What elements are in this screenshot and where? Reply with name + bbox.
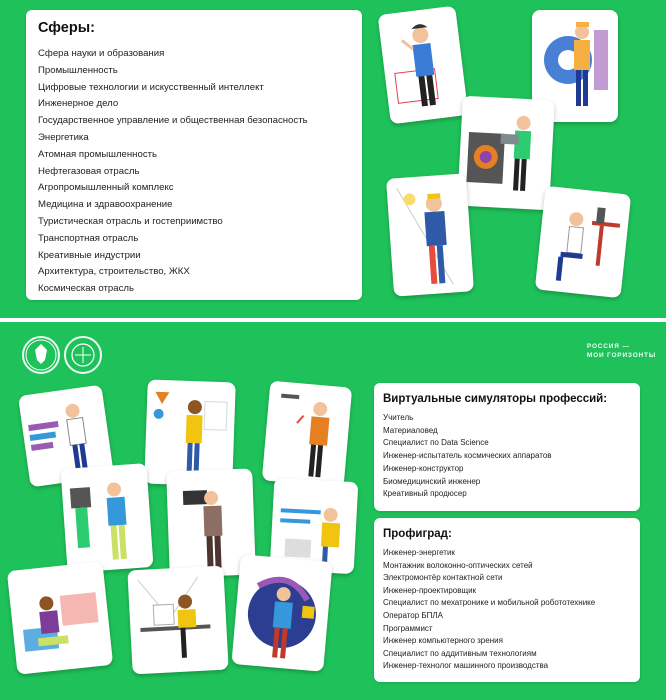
ministry-emblem-icon	[22, 336, 60, 374]
illustration-card-3d-printer	[457, 96, 555, 211]
list-item: Космическая отрасль	[38, 283, 134, 295]
list-item: Туристическая отрасль и гостеприимство	[38, 215, 223, 227]
profigrad-list	[383, 547, 595, 673]
illustration-card-creative-producer	[231, 554, 332, 672]
list-item: Креативные индустрии	[38, 249, 141, 261]
list-item: Монтажник волоконно-оптических сетей	[383, 560, 533, 570]
list-item: Инженер-проектировщик	[383, 585, 477, 595]
spheres-panel	[26, 10, 362, 300]
list-item: Инженер-технолог машинного производства	[383, 661, 549, 671]
simulators-title: Виртуальные симуляторы профессий:	[383, 393, 608, 405]
brand-line-1: РОССИЯ —	[586, 343, 630, 350]
list-item: Учитель	[383, 413, 414, 422]
list-item: Креативный продюсер	[383, 489, 467, 499]
list-item: Программист	[383, 623, 433, 633]
list-item: Промышленность	[38, 64, 118, 76]
simulators-list	[383, 412, 552, 501]
list-item: Государственное управление и общественная безопасность	[38, 115, 308, 127]
brand-line-2: МОИ ГОРИЗОНТЫ	[586, 352, 656, 359]
illustration-card-microscope	[535, 186, 631, 298]
list-item: Материаловед	[383, 425, 438, 435]
illustration-card-drone-operator	[262, 381, 352, 488]
list-item: Специалист по аддитивным технологиям	[383, 648, 537, 658]
illustration-card-design-engineer	[127, 566, 228, 675]
list-item: Инженерное дело	[38, 98, 119, 110]
list-item: Транспортная отрасль	[38, 232, 139, 244]
illustration-card-robot-engineer	[60, 463, 153, 573]
list-item: Цифровые технологии и искусственный интеллект	[38, 81, 264, 93]
profigrad-title: Профиград:	[383, 528, 452, 540]
simulators-panel	[374, 383, 640, 511]
list-item: Биомедицинский инженер	[383, 476, 481, 486]
list-item: Оператор БПЛА	[383, 610, 444, 620]
list-item: Энергетика	[38, 131, 89, 143]
list-item: Нефтегазовая отрасль	[38, 165, 140, 177]
list-item: Сфера науки и образования	[38, 48, 165, 59]
list-item: Инженер компьютерного зрения	[383, 636, 503, 646]
illustration-card-programmer	[7, 561, 113, 674]
illustration-card-electrician	[386, 173, 474, 296]
list-item: Инженер-испытатель космических аппаратов	[383, 451, 552, 461]
list-item: Инженер-энергетик	[383, 548, 455, 557]
spheres-list	[38, 46, 308, 298]
spheres-title: Сферы:	[38, 20, 95, 36]
list-item: Агропромышленный комплекс	[38, 182, 174, 194]
list-item: Специалист по мехатронике и мобильной робототехнике	[383, 598, 596, 608]
profigrad-panel	[374, 518, 640, 682]
partner-emblem-icon	[64, 336, 102, 374]
illustration-card-scientist	[378, 6, 469, 125]
slide-spheres	[0, 0, 666, 318]
list-item: Специалист по Data Science	[383, 438, 489, 448]
brand-logo	[587, 342, 656, 360]
list-item: Электромонтёр контактной сети	[383, 573, 503, 583]
list-item: Медицина и здравоохранение	[38, 199, 173, 211]
list-item: Атомная промышленность	[38, 148, 158, 160]
list-item: Инженер-конструктор	[383, 463, 464, 473]
list-item: Архитектура, строительство, ЖКХ	[38, 266, 190, 278]
